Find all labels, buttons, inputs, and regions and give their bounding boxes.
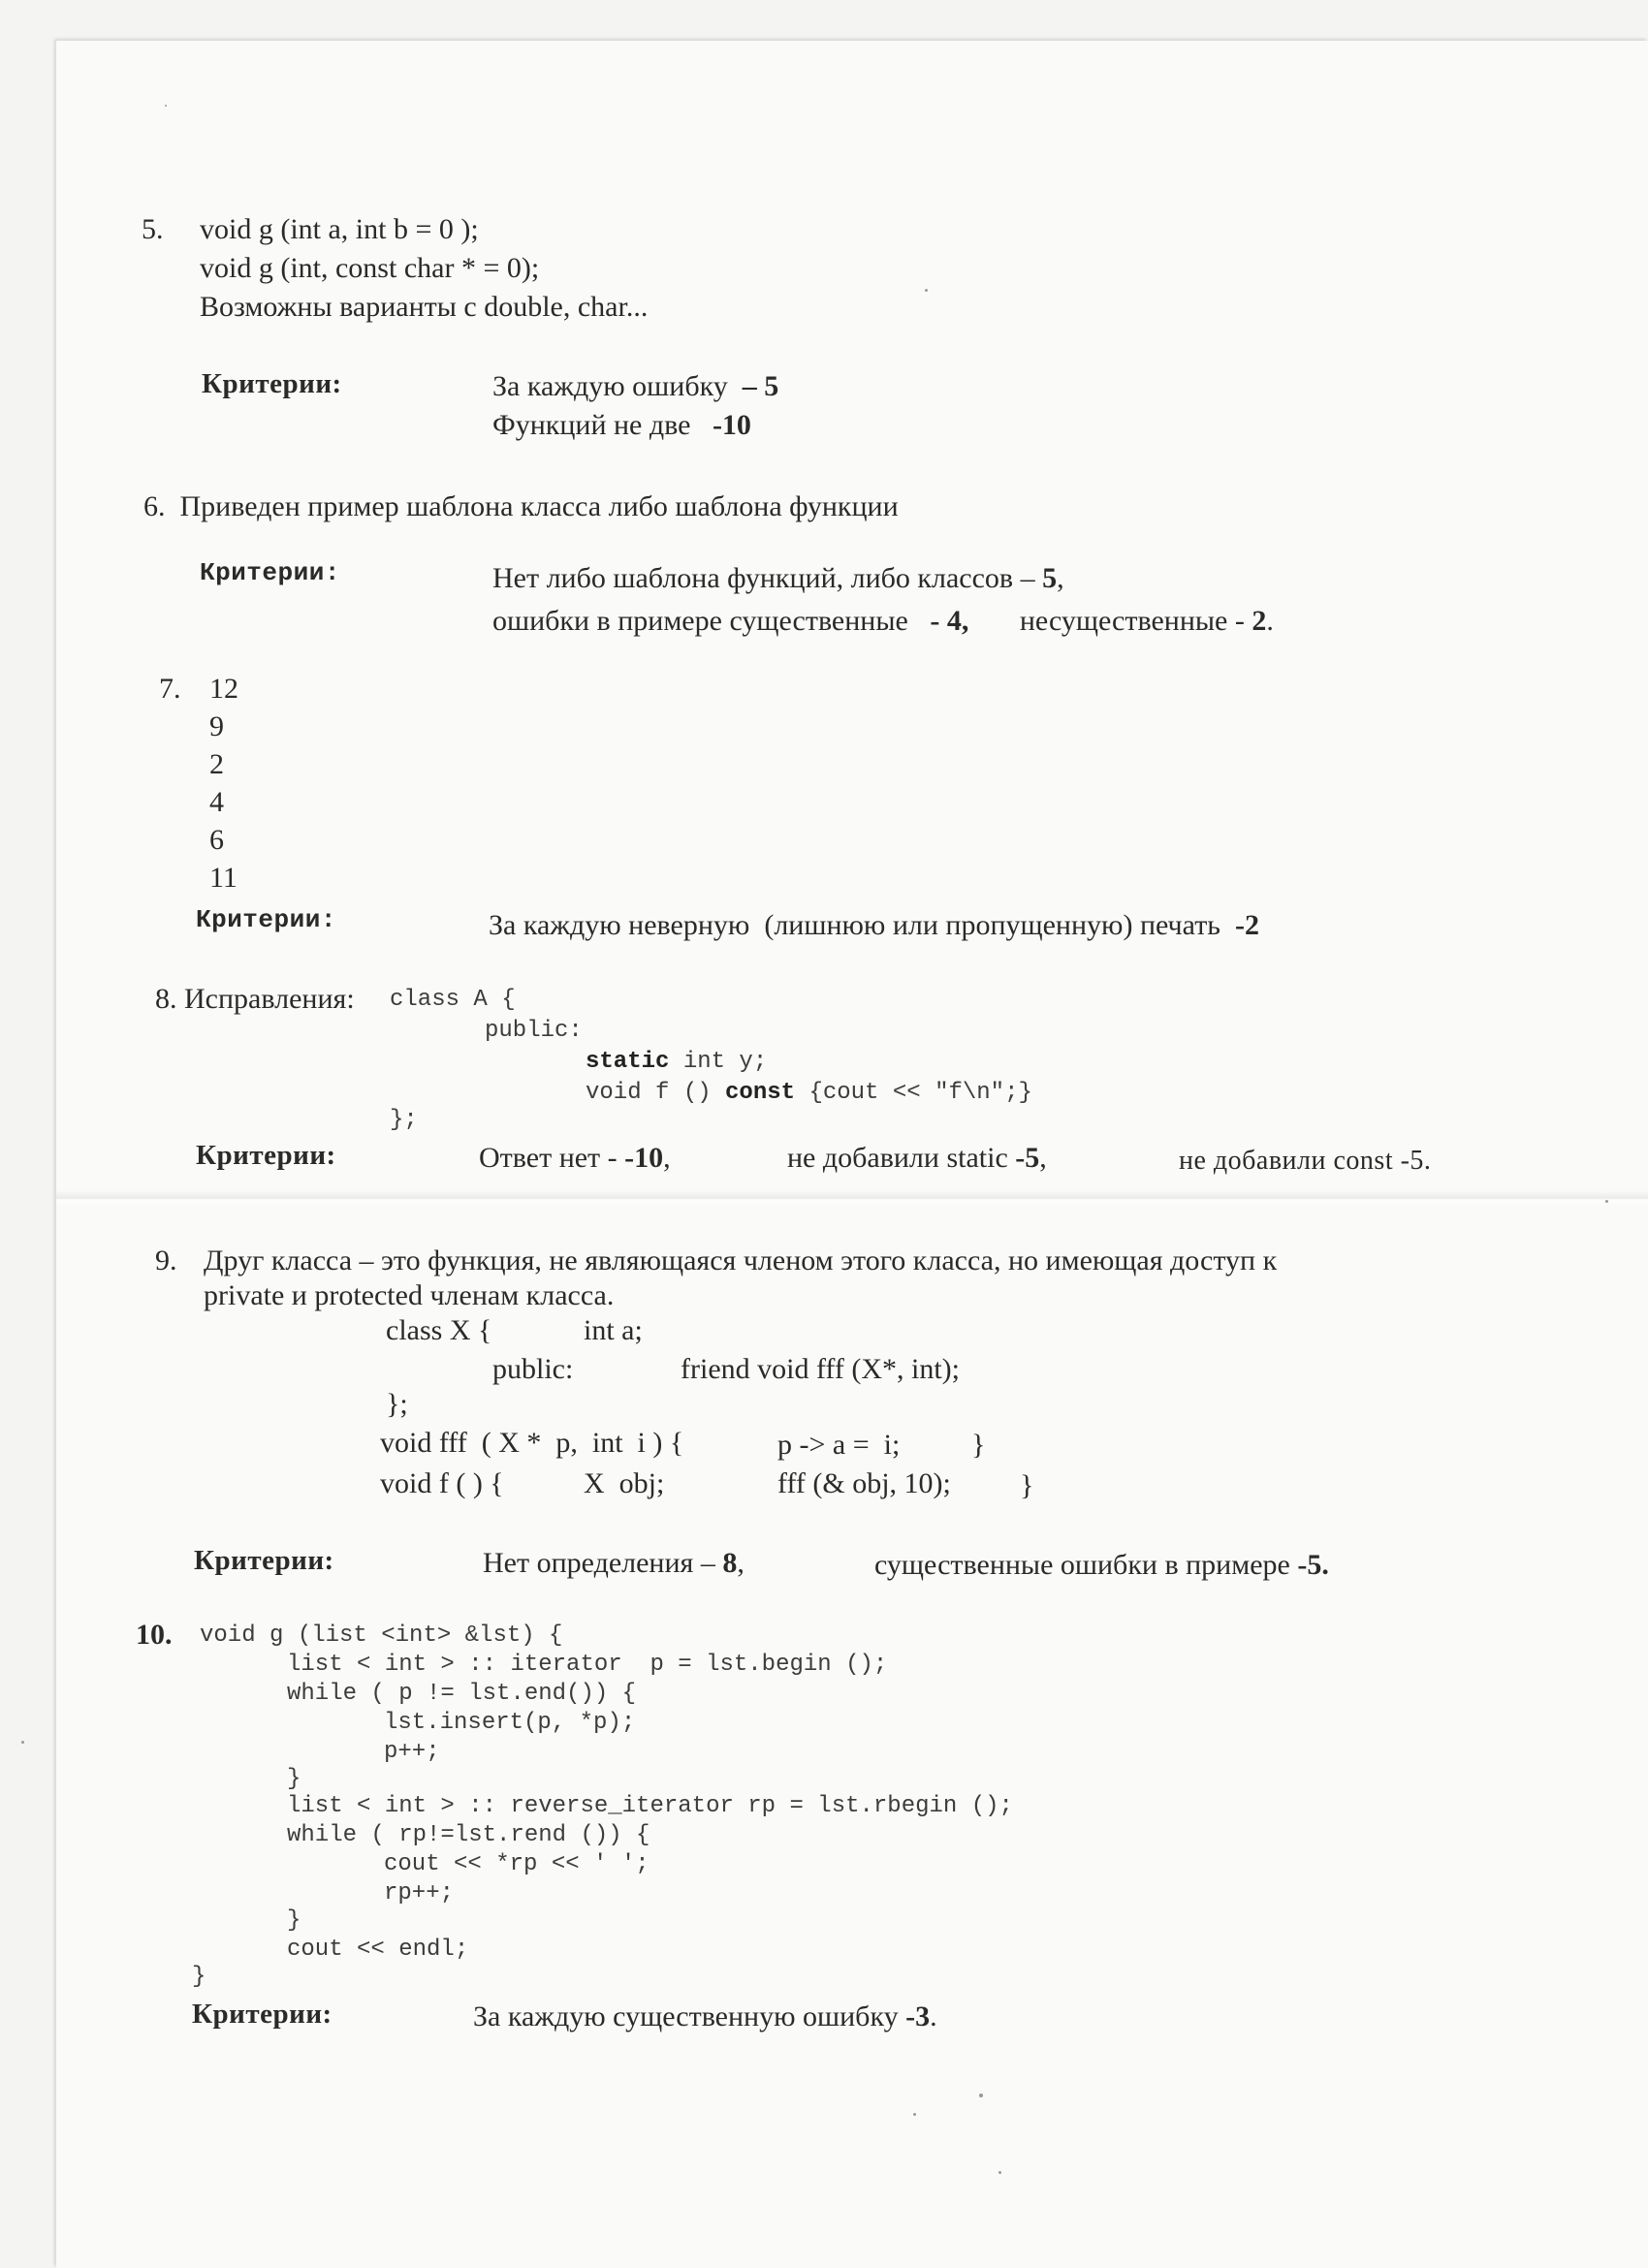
- item-5-line-2: void g (int, const char * = 0);: [200, 252, 540, 284]
- item-10-code-5: p++;: [384, 1739, 440, 1765]
- item-5-number: 5.: [142, 213, 164, 245]
- item-10-number: 10.: [136, 1619, 173, 1651]
- scan-speck: [925, 289, 928, 292]
- item-9-code-2: int a;: [584, 1314, 643, 1346]
- item-8-criterion-3: не добавили const -5.: [1179, 1146, 1432, 1176]
- paper-fold: [56, 1190, 1648, 1208]
- item-8-code-line-3: static int y;: [586, 1049, 768, 1075]
- item-7-value-5: 6: [209, 824, 224, 856]
- item-8-code-line-4: void f () const {cout << "f\n";}: [586, 1080, 1032, 1106]
- scan-speck: [1605, 1200, 1608, 1203]
- scan-speck: [979, 2094, 983, 2097]
- item-8-heading: 8. Исправления:: [155, 983, 355, 1015]
- item-7-criteria-label: Критерии:: [196, 905, 336, 934]
- item-9-criteria-label: Критерии:: [194, 1545, 334, 1576]
- item-9-code-5: };: [386, 1388, 408, 1420]
- item-8-code-line-1: class A {: [390, 987, 516, 1013]
- item-6-criteria-label: Критерии:: [200, 558, 340, 587]
- item-8-criterion-1: Ответ нет - -10,: [479, 1142, 671, 1174]
- item-5-line-1: void g (int a, int b = 0 );: [200, 213, 479, 245]
- item-10-code-4: lst.insert(p, *p);: [384, 1710, 636, 1736]
- item-9-number: 9.: [155, 1244, 177, 1276]
- item-10-code-7: list < int > :: reverse_iterator rp = lst.rbegin ();: [287, 1793, 1013, 1819]
- item-10-code-8: while ( rp!=lst.rend ()) {: [287, 1822, 650, 1848]
- item-7-value-6: 11: [209, 862, 238, 894]
- item-7-value-2: 9: [209, 710, 224, 742]
- item-9-code-1: class X {: [386, 1314, 492, 1346]
- item-10-criterion-1: За каждую существенную ошибку -3.: [473, 2000, 937, 2032]
- item-9-code-11: fff (& obj, 10);: [777, 1467, 951, 1499]
- item-8-code-line-2: public:: [485, 1018, 583, 1044]
- item-6-heading: 6. Приведен пример шаблона класса либо шаблона функции: [143, 490, 899, 522]
- item-7-value-3: 2: [209, 748, 224, 780]
- item-9-code-12: }: [1020, 1469, 1034, 1501]
- item-9-code-9: void f ( ) {: [380, 1467, 504, 1499]
- scan-speck: [165, 105, 167, 107]
- item-10-code-12: cout << endl;: [287, 1937, 469, 1963]
- scan-speck: [998, 2171, 1001, 2174]
- item-9-code-4: friend void fff (X*, int);: [681, 1353, 961, 1385]
- item-10-code-3: while ( p != lst.end()) {: [287, 1681, 637, 1707]
- item-7-number: 7.: [159, 673, 181, 705]
- scan-speck: [21, 1741, 24, 1744]
- item-10-code-13: }: [192, 1964, 206, 1990]
- item-10-code-6: }: [287, 1766, 301, 1792]
- item-9-code-6: void fff ( X * p, int i ) {: [380, 1427, 684, 1459]
- item-9-line-2: private и protected членам класса.: [204, 1279, 615, 1311]
- item-8-criterion-2: не добавили static -5,: [787, 1142, 1047, 1174]
- scan-speck: [913, 2113, 916, 2116]
- item-9-code-10: X obj;: [584, 1467, 665, 1499]
- item-9-code-8: }: [971, 1429, 986, 1461]
- item-9-code-7: p -> a = i;: [777, 1429, 901, 1461]
- item-6-criterion-2: ошибки в примере существенные - 4, несущественные - 2.: [492, 605, 1274, 637]
- item-10-code-11: }: [287, 1907, 301, 1934]
- item-7-value-1: 12: [209, 673, 238, 705]
- item-5-criteria-label: Критерии:: [202, 368, 342, 399]
- item-10-criteria-label: Критерии:: [192, 1999, 333, 2030]
- item-5-criterion-2: Функций не две -10: [492, 409, 751, 441]
- item-7-criterion-1: За каждую неверную (лишнюю или пропущенную) печать -2: [489, 909, 1259, 941]
- item-9-code-3: public:: [492, 1353, 574, 1385]
- item-10-code-9: cout << *rp << ' ';: [384, 1851, 650, 1877]
- item-7-value-4: 4: [209, 786, 224, 818]
- item-8-criteria-label: Критерии:: [196, 1140, 336, 1171]
- item-6-criterion-1: Нет либо шаблона функций, либо классов – 5,: [492, 562, 1064, 594]
- item-9-criterion-1: Нет определения – 8,: [483, 1547, 745, 1579]
- item-5-line-3: Возможны варианты с double, char...: [200, 291, 649, 323]
- item-10-code-1: void g (list <int> &lst) {: [200, 1622, 563, 1649]
- item-9-criterion-2: существенные ошибки в примере -5.: [874, 1549, 1329, 1581]
- item-10-code-10: rp++;: [384, 1880, 455, 1906]
- item-8-code-line-5: };: [390, 1107, 418, 1133]
- item-9-line-1: Друг класса – это функция, не являющаяся членом этого класса, но имеющая доступ к: [204, 1244, 1278, 1276]
- item-10-code-2: list < int > :: iterator p = lst.begin ();: [287, 1652, 888, 1678]
- item-5-criterion-1: За каждую ошибку – 5: [492, 370, 779, 402]
